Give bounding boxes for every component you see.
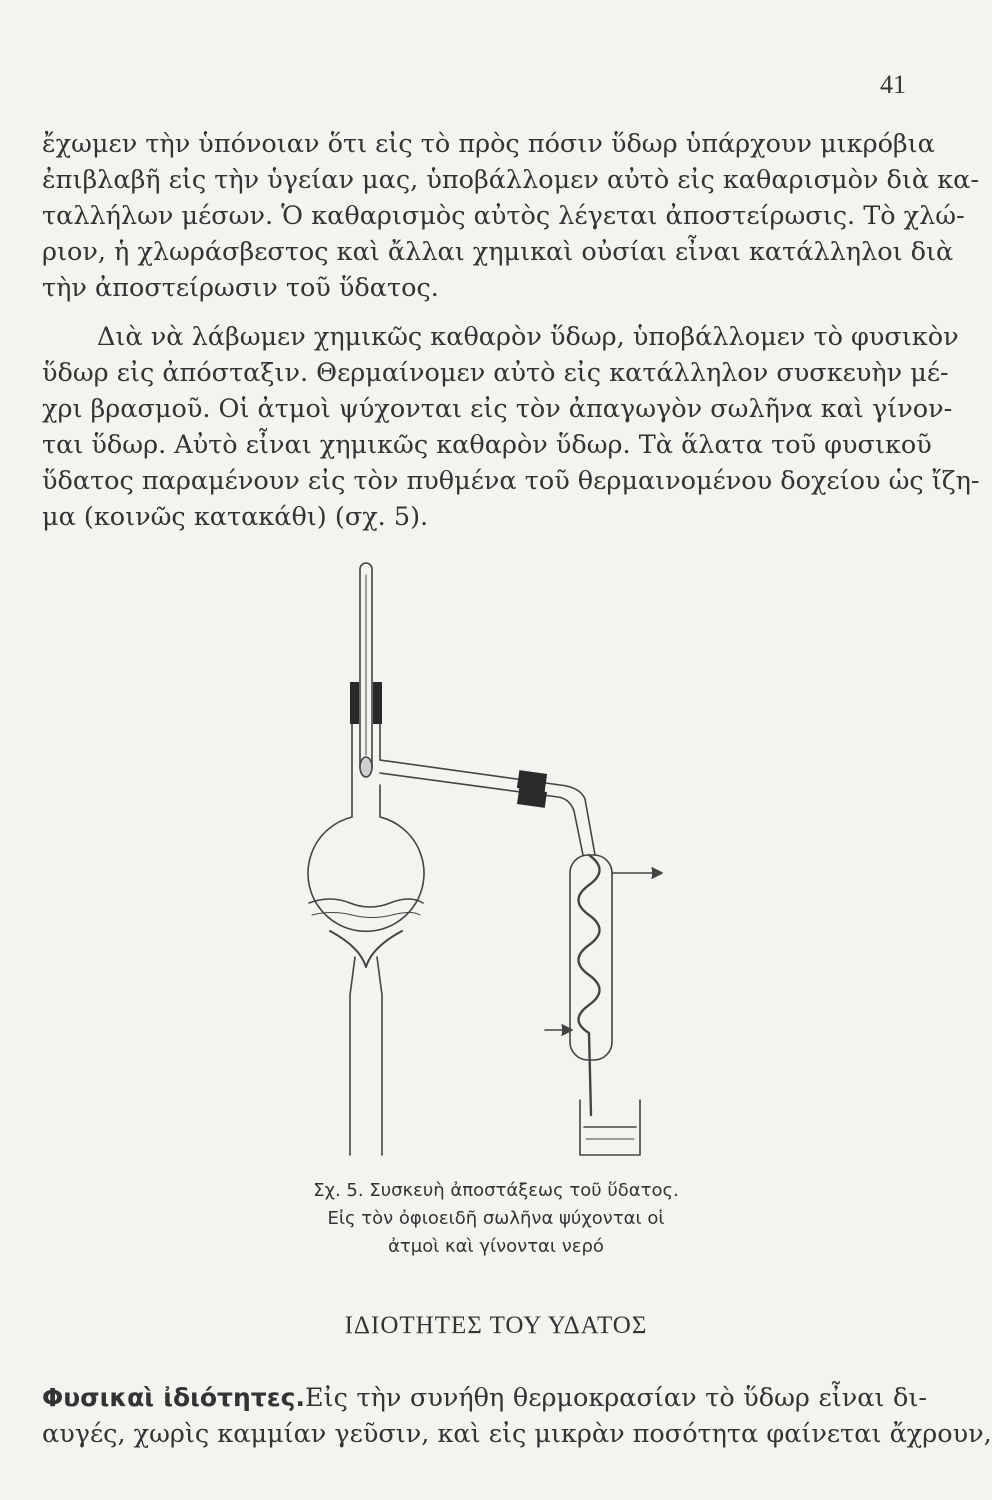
paragraph-1 — [42, 126, 979, 306]
text-line: ται ὕδωρ. Αὐτὸ εἶναι χημικῶς καθαρὸν ὕδωρ. Τὰ ἅλατα τοῦ φυσικοῦ — [42, 430, 932, 460]
text-line: χρι βρασμοῦ. Οἱ ἀτμοὶ ψύχονται εἰς τὸν ἀπαγωγὸν σωλῆνα καὶ γίνον- — [42, 394, 953, 424]
text-line: ὕδωρ εἰς ἀπόσταξιν. Θερμαίνομεν αὐτὸ εἰς κατάλληλον συσκευὴν μέ- — [42, 358, 949, 388]
figure-caption: Σχ. 5. Συσκευὴ ἀποστάξεως τοῦ ὕδατος. — [313, 1180, 679, 1201]
serpentine-coil — [579, 855, 600, 1115]
figure-caption: ἀτμοὶ καὶ γίνονται νερό — [388, 1236, 604, 1257]
burner-stand — [330, 931, 402, 1155]
text-line: μα (κοινῶς κατακάθι) (σχ. 5). — [42, 502, 429, 532]
text-line: ἐπιβλαβῆ εἰς τὴν ὑγείαν μας, ὑποβάλλομεν αὐτὸ εἰς καθαρισμὸν διὰ κα- — [42, 165, 979, 195]
text-line: ἔχωμεν τὴν ὑπόνοιαν ὅτι εἰς τὸ πρὸς πόσιν ὕδωρ ὑπάρχουν μικρόβια — [42, 129, 935, 159]
paragraph-3 — [42, 1380, 992, 1452]
delivery-tube — [380, 760, 595, 855]
figure-caption: Εἰς τὸν ὀφιοειδῆ σωλῆνα ψύχονται οἱ — [327, 1208, 665, 1229]
text-line: Εἰς τὴν συνήθη θερμοκρασίαν τὸ ὕδωρ εἶναι δι- — [305, 1383, 928, 1413]
distillation-apparatus-figure — [300, 555, 700, 1165]
text-line: ριον, ἡ χλωράσβεστος καὶ ἄλλαι χημικαὶ οὐσίαι εἶναι κατάλληλοι διὰ — [42, 237, 954, 267]
text-line: ταλλήλων μέσων. Ὁ καθαρισμὸς αὐτὸς λέγεται ἀποστείρωσις. Τὸ χλώ- — [42, 201, 965, 231]
paragraph-lead: Φυσικαὶ ἰδιότητες. — [42, 1383, 305, 1412]
thermometer — [360, 563, 372, 777]
condenser — [545, 855, 662, 1060]
text-line: αυγές, χωρὶς καμμίαν γεῦσιν, καὶ εἰς μικρὰν ποσότητα φαίνεται ἄχρουν, — [42, 1419, 992, 1449]
page-number: 41 — [880, 70, 906, 99]
section-heading: ΙΔΙΟΤΗΤΕΣ ΤΟΥ ΥΔΑΤΟΣ — [344, 1312, 648, 1339]
text-line: τὴν ἀποστείρωσιν τοῦ ὕδατος. — [42, 273, 439, 303]
collecting-vessel — [580, 1100, 640, 1155]
text-line: Διὰ νὰ λάβωμεν χημικῶς καθαρὸν ὕδωρ, ὑποβάλλομεν τὸ φυσικὸν — [97, 322, 959, 352]
text-line: ὕδατος παραμένουν εἰς τὸν πυθμένα τοῦ θερμαινομένου δοχείου ὡς ἴζη- — [42, 466, 980, 496]
paragraph-2 — [42, 319, 980, 535]
